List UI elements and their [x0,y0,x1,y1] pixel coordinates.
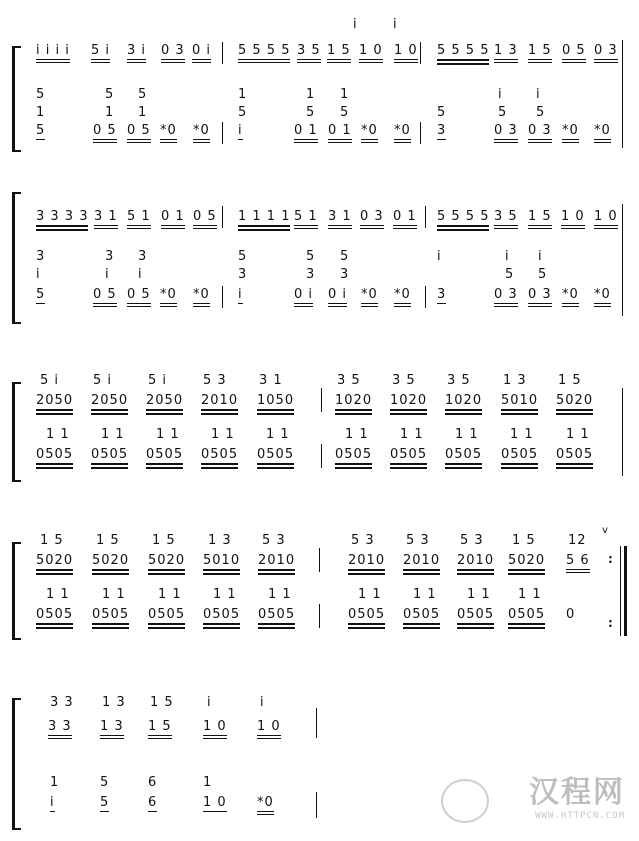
note-lower: *0 [193,288,210,307]
note-lower: 0505 [36,608,73,629]
note-upper: 3 i [127,44,146,63]
note-lower: 0 1 [294,124,318,143]
note-upper: 1 5 [528,44,552,63]
note-upper: 2010 [348,554,385,575]
note-top: 1 5 [512,533,536,548]
note-lower: 3 [437,287,447,302]
note-mid: i [536,87,541,102]
note-lower: 0505 [348,608,385,629]
note-upper: 0 5 [193,210,217,229]
note-upper: 1 0 [203,720,227,739]
barline [222,206,223,228]
note-upper: 5 5 5 5 [437,44,489,65]
note-mid: 1 1 [46,587,70,602]
note-mid: 1 [306,87,316,102]
note-mid: i [437,249,442,264]
note-mid: 1 [36,105,46,120]
note-lower: *0 [193,124,210,143]
barline [420,42,421,64]
note-mid: 1 [238,87,248,102]
note-mid: 3 [238,267,248,282]
note-mid: 1 1 [101,427,125,442]
note-lower: 0 5 [127,288,151,307]
note-upper: 1 0 [594,210,618,229]
note-lower: 0505 [91,448,128,469]
note-upper: 3 3 3 3 [36,210,88,231]
note-top: 1 5 [40,533,64,548]
note-lower: 0505 [258,608,295,629]
barline [222,286,223,308]
barline [321,388,322,412]
score-system-2 [0,192,639,322]
note-upper: 1 0 [359,44,383,63]
note-top: i [260,695,265,710]
note-lower: 0505 [457,608,494,629]
note-upper: 5010 [203,554,240,575]
note-mid: 5 [36,87,46,102]
note-upper: 2010 [201,394,238,415]
note-upper: 5020 [556,394,593,415]
note-upper: 5 i [91,44,110,63]
note-upper: 1 3 [100,720,124,739]
note-upper: i i i i [36,44,70,63]
note-mid: 1 [340,87,350,102]
note-mid: 1 1 [266,427,290,442]
note-upper: 3 1 [328,210,352,229]
note-mid: 1 1 [467,587,491,602]
note-upper: 0 3 [360,210,384,229]
note-upper: 1 0 [561,210,585,229]
note-lower: *0 [361,288,378,307]
note-upper: 0 3 [161,44,185,63]
note-upper: 5010 [501,394,538,415]
note-upper: 3 3 [48,720,72,739]
note-lower: *0 [394,288,411,307]
note-mid: 3 [340,267,350,282]
note-lower: 0 i [294,288,313,307]
note-upper: 5020 [508,554,545,575]
note-top: 3 5 [337,373,361,388]
note-mid: 5 [105,87,115,102]
note-lower: 0505 [36,448,73,469]
note-upper: 5020 [36,554,73,575]
note-upper: 5 6 [566,554,590,573]
note-lower: *0 [394,124,411,143]
note-mid: 1 1 [510,427,534,442]
note-mid: 1 1 [413,587,437,602]
note-top: 5 3 [460,533,484,548]
note-mid: 1 [50,775,60,790]
note-upper: 0 1 [393,210,417,229]
note-upper: 2010 [258,554,295,575]
note-lower: 0505 [501,448,538,469]
note-mid: 1 1 [400,427,424,442]
note-mid: 1 [105,105,115,120]
score-system-3 [0,370,639,480]
note-mid: 5 [306,105,316,120]
note-lower: 0505 [257,448,294,469]
note-mid: 1 1 [102,587,126,602]
score-system-4 [0,525,639,640]
note-mid: 1 1 [518,587,542,602]
note-top: 5 i [93,373,113,388]
note-lower: 0 5 [127,124,151,143]
note-upper: 0 5 [562,44,586,63]
note-upper: 2050 [91,394,128,415]
note-mid: 1 1 [566,427,590,442]
barline [425,286,426,308]
note-mid: 1 1 [46,427,70,442]
note-lower: 1 0 [203,795,227,810]
note-mid: 1 1 [156,427,180,442]
note-mid: 5 [138,87,148,102]
note-lower: *0 [594,288,611,307]
note-lower: 0 3 [528,288,552,307]
note-mid: 1 1 [358,587,382,602]
note-lower: 0505 [556,448,593,469]
note-lower: 0 [566,607,576,622]
barline [222,122,223,144]
note-top: 1 3 [208,533,232,548]
note-lower: *0 [562,124,579,143]
note-lower: 0 3 [494,124,518,143]
watermark [529,767,625,821]
note-mid: 1 1 [213,587,237,602]
system-brace [12,698,21,830]
note-lower: i [238,123,243,138]
note-top: i̇ [393,17,398,32]
repeat-dots: : [608,616,613,630]
note-lower: 3 [437,123,447,138]
note-mid: 1 1 [455,427,479,442]
note-mid: i [105,267,110,282]
note-lower: 0505 [390,448,427,469]
note-mid: 5 [538,267,548,282]
note-mid: 1 [138,105,148,120]
note-mid: 5 [100,775,110,790]
note-lower: *0 [160,288,177,307]
note-mid: 5 [306,249,316,264]
note-upper: 1 5 [327,44,351,63]
note-mid: 5 [340,105,350,120]
note-upper: 5 5 5 5 [437,210,489,231]
watermark-title: 汉程网 [529,775,625,810]
note-mid: 5 [238,249,248,264]
note-lower: *0 [562,288,579,307]
note-lower: 5 [100,795,110,810]
note-mid: 6 [148,775,158,790]
barline [316,708,317,738]
note-mid: 1 1 [345,427,369,442]
note-top: 5 i [40,373,60,388]
barline [622,204,623,316]
note-lower: 0 1 [328,124,352,143]
note-top: 1 5 [152,533,176,548]
note-upper: 5 5 5 5 [238,44,290,63]
note-mid: 5 [505,267,515,282]
note-top: 3 5 [392,373,416,388]
note-mid: 1 1 [268,587,292,602]
note-top: 5 3 [406,533,430,548]
note-mid: i [538,249,543,264]
note-upper: 0 i [192,44,211,63]
note-lower: 0 i [328,288,347,307]
barline [622,40,623,148]
note-upper: 3 5 [494,210,518,229]
note-lower: *0 [257,796,274,815]
watermark-url: WWW.HTTPCN.COM [535,811,625,821]
note-lower: *0 [594,124,611,143]
note-upper: 1 3 [494,44,518,63]
note-lower: *0 [361,124,378,143]
note-mid: 5 [498,105,508,120]
repeat-dots: : [608,552,613,566]
note-mid: 5 [437,105,447,120]
note-upper: 1 5 [528,210,552,229]
note-mid: 3 [306,267,316,282]
barline [319,548,320,572]
note-lower: 0505 [201,448,238,469]
note-top: i̇ [353,17,358,32]
note-mid: 3 [138,249,148,264]
note-top: 1 5 [96,533,120,548]
note-lower: 0 3 [494,288,518,307]
barline [222,42,223,64]
breath-mark: v [602,525,609,536]
note-lower: 0505 [146,448,183,469]
note-mid: 1 1 [211,427,235,442]
note-upper: 2050 [36,394,73,415]
note-upper: 1 5 [148,720,172,739]
note-top: 1 5 [558,373,582,388]
note-upper: 1050 [257,394,294,415]
note-top: i [207,695,212,710]
note-lower: 0505 [148,608,185,629]
watermark-logo-icon [441,779,489,823]
note-upper: 2010 [457,554,494,575]
note-upper: 1020 [335,394,372,415]
note-mid: 3 [36,249,46,264]
note-top: 1 3 [503,373,527,388]
note-mid: 1 [203,775,213,790]
note-upper: 3 1 [94,210,118,229]
note-lower: i [238,287,243,302]
note-lower: 5 [36,123,46,138]
note-mid: 5 [238,105,248,120]
note-upper: 0 1 [161,210,185,229]
note-top: 5 3 [262,533,286,548]
note-top: 12 [568,533,587,548]
note-top: 3 1 [259,373,283,388]
note-lower: 0505 [335,448,372,469]
note-lower: 0 5 [93,124,117,143]
note-top: 1 5 [150,695,174,710]
note-lower: i [50,795,55,810]
note-upper: 5020 [92,554,129,575]
note-mid: 5 [536,105,546,120]
note-top: 3 5 [447,373,471,388]
note-mid: 5 [340,249,350,264]
note-upper: 1 0 [257,720,281,739]
note-lower: 6 [148,795,158,810]
end-repeat-barline [620,546,627,636]
barline [420,122,421,144]
note-lower: 0505 [92,608,129,629]
note-top: 3 3 [50,695,74,710]
barline [319,604,320,628]
note-upper: 1020 [445,394,482,415]
note-lower: *0 [160,124,177,143]
barline [321,444,322,468]
note-upper: 1 0 [394,44,418,63]
note-top: 1 3 [102,695,126,710]
note-mid: i [498,87,503,102]
note-upper: 5 1 [294,210,318,229]
note-mid: i [36,267,41,282]
note-lower: 0505 [203,608,240,629]
note-top: 5 3 [203,373,227,388]
system-brace [12,382,21,482]
note-upper: 3 5 [297,44,321,63]
note-lower: 0505 [403,608,440,629]
note-upper: 1020 [390,394,427,415]
note-upper: 2010 [403,554,440,575]
system-brace [12,46,21,152]
system-brace [12,192,21,324]
note-upper: 0 3 [594,44,618,63]
note-top: 5 3 [351,533,375,548]
note-lower: 0 5 [93,288,117,307]
note-mid: i [505,249,510,264]
note-upper: 5 1 [127,210,151,229]
barline [622,388,623,476]
system-brace [12,542,21,640]
barline [316,792,317,818]
note-mid: i [138,267,143,282]
note-top: 5 i [148,373,168,388]
barline [425,206,426,228]
note-lower: 5 [36,287,46,302]
note-upper: 2050 [146,394,183,415]
note-lower: 0505 [445,448,482,469]
note-lower: 0 3 [528,124,552,143]
note-lower: 0505 [508,608,545,629]
note-mid: 1 1 [158,587,182,602]
score-system-1 [0,18,639,148]
note-upper: 5020 [148,554,185,575]
note-upper: 1 1 1 1 [238,210,290,231]
note-mid: 3 [105,249,115,264]
